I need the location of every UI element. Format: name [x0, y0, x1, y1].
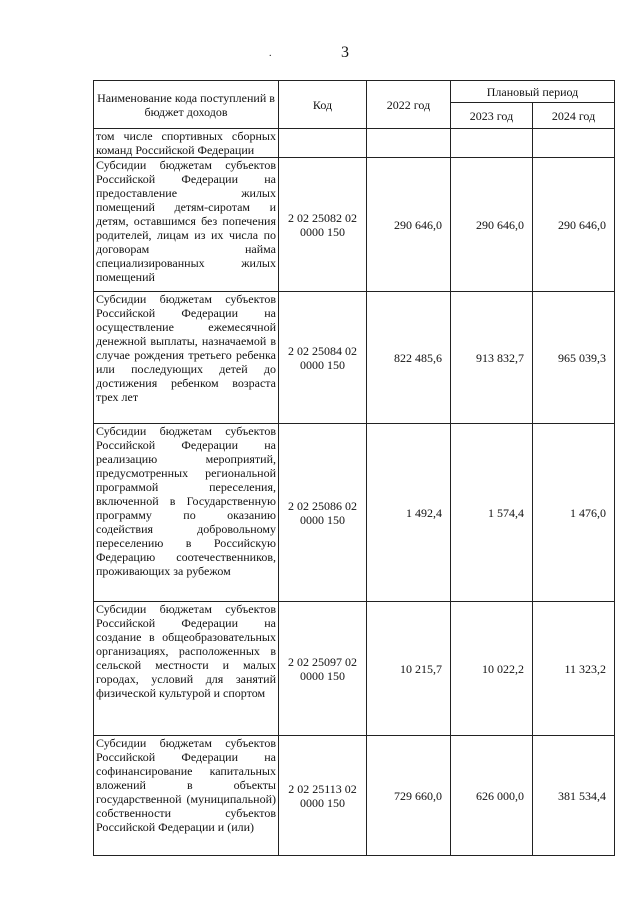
row-value-2023: 626 000,0 [451, 736, 533, 856]
stray-mark: . [269, 48, 272, 59]
header-2024: 2024 год [533, 103, 615, 129]
header-2022: 2022 год [367, 81, 451, 129]
row-code: 2 02 25097 02 0000 150 [279, 602, 367, 736]
row-name: Субсидии бюджетам субъектов Российской Федерации на создание в общеобразовательных организациях, расположенных в сельской местности и малых городах, условий для занятий физической культурой и спортом [94, 602, 279, 736]
budget-revenue-table [93, 80, 615, 856]
row-name: том числе спортивных сборных команд Российской Федерации [94, 129, 279, 158]
row-name: Субсидии бюджетам субъектов Российской Федерации на предоставление жилых помещений детям-сиротам и детям, оставшимся без попечения родителей, лицам из их числа по договорам найма специализированных жилых помещений [94, 158, 279, 292]
row-value-2023: 290 646,0 [451, 158, 533, 292]
page-number: 3 [341, 44, 349, 61]
table-row [94, 602, 615, 736]
row-value-2023: 913 832,7 [451, 292, 533, 424]
row-code: 2 02 25113 02 0000 150 [279, 736, 367, 856]
row-value-2024: 965 039,3 [533, 292, 615, 424]
row-name: Субсидии бюджетам субъектов Российской Федерации на реализацию мероприятий, предусмотренных региональной программой переселения, включенной в Государственную программу по оказанию содействия добровольному переселению в Российскую Федерацию соотечественников, проживающих за рубежом [94, 424, 279, 602]
row-value-2023: 10 022,2 [451, 602, 533, 736]
row-code: 2 02 25082 02 0000 150 [279, 158, 367, 292]
header-code: Код [279, 81, 367, 129]
table-row [94, 292, 615, 424]
table-row-continuation [94, 129, 615, 158]
row-name: Субсидии бюджетам субъектов Российской Федерации на осуществление ежемесячной денежной выплаты, назначаемой в случае рождения третьего ребенка или последующих детей до достижения ребенком возраста трех лет [94, 292, 279, 424]
row-value-2022: 290 646,0 [367, 158, 451, 292]
row-value-2022: 1 492,4 [367, 424, 451, 602]
row-value-2022: 822 485,6 [367, 292, 451, 424]
row-name: Субсидии бюджетам субъектов Российской Федерации на софинансирование капитальных вложений в объекты государственной (муниципальной) собственности субъектов Российской Федерации и (или) [94, 736, 279, 856]
row-value-2024: 290 646,0 [533, 158, 615, 292]
row-value-2024: 1 476,0 [533, 424, 615, 602]
row-value-2023: 1 574,4 [451, 424, 533, 602]
row-value-2022: 729 660,0 [367, 736, 451, 856]
row-value-2024: 381 534,4 [533, 736, 615, 856]
row-code: 2 02 25084 02 0000 150 [279, 292, 367, 424]
row-value-2022: 10 215,7 [367, 602, 451, 736]
table-row [94, 424, 615, 602]
table-row [94, 736, 615, 856]
row-code: 2 02 25086 02 0000 150 [279, 424, 367, 602]
row-value-2024: 11 323,2 [533, 602, 615, 736]
header-2023: 2023 год [451, 103, 533, 129]
header-name: Наименование кода поступлений в бюджет доходов [94, 81, 279, 129]
table-row [94, 158, 615, 292]
header-planned-period: Плановый период [451, 81, 615, 103]
